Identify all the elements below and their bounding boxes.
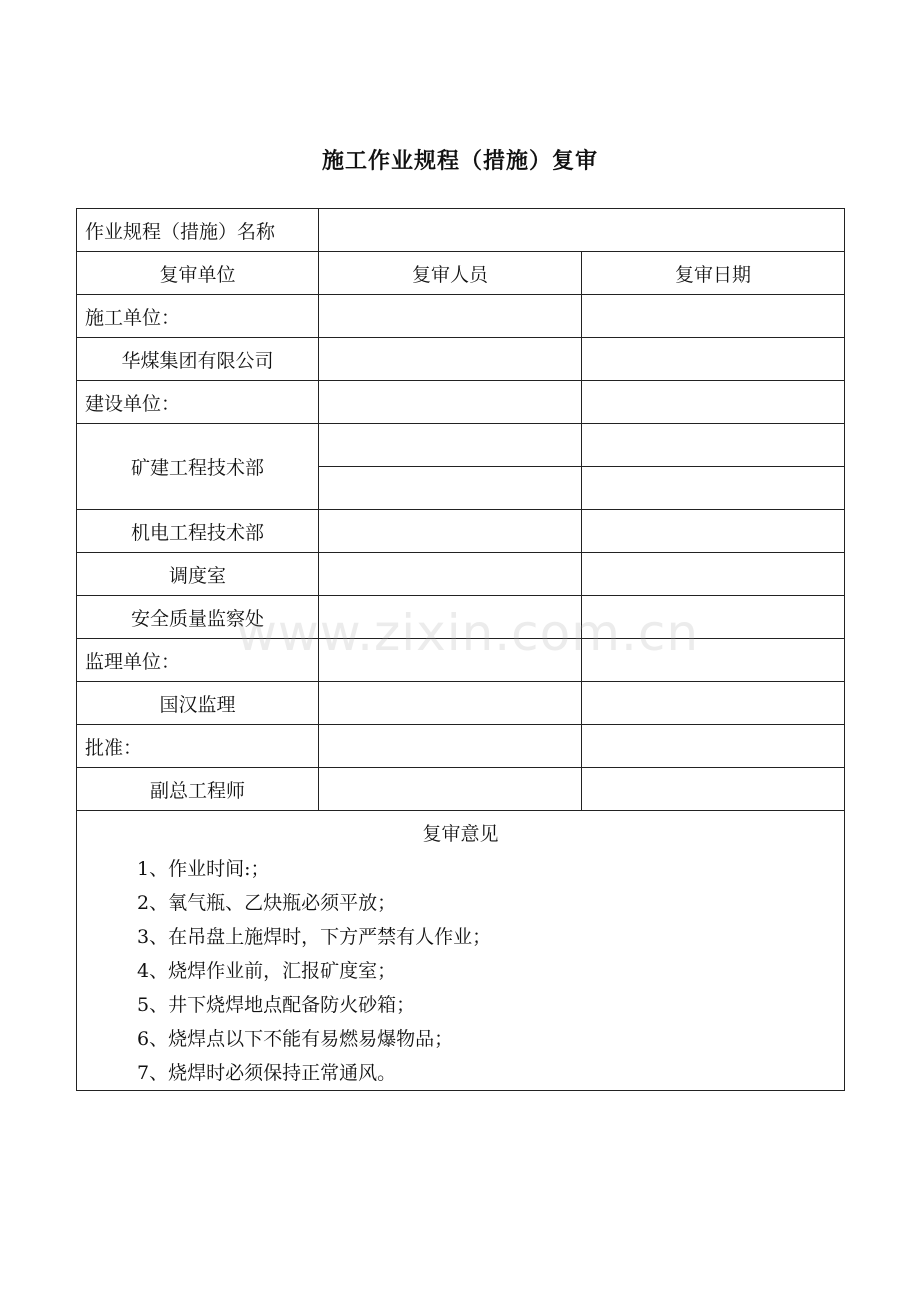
watermark: www.zixin.com.cn (236, 604, 700, 662)
opinion-item: 6、烧焊点以下不能有易燃易爆物品； (137, 1028, 454, 1050)
reviewer-row (77, 596, 845, 639)
opinion-item: 5、井下烧焊地点配备防火砂箱； (137, 994, 416, 1016)
review-date-cell[interactable] (582, 596, 845, 639)
reviewer-unit-label: 施工单位： (77, 295, 319, 338)
opinion-item: 3、在吊盘上施焊时，下方严禁有人作业； (137, 926, 492, 948)
header-person: 复审人员 (319, 252, 582, 295)
reviewer-unit-label: 机电工程技术部 (77, 510, 319, 553)
reviewer-person-cell[interactable] (319, 639, 582, 682)
reviewer-row (77, 725, 845, 768)
review-date-cell[interactable] (582, 424, 845, 467)
reviewer-unit-label: 安全质量监察处 (77, 596, 319, 639)
reviewer-person-cell[interactable] (319, 596, 582, 639)
reviewer-person-cell[interactable] (319, 467, 582, 510)
reviewer-unit-label: 华煤集团有限公司 (77, 338, 319, 381)
reviewer-row (77, 639, 845, 682)
reviewer-person-cell[interactable] (319, 682, 582, 725)
reviewer-unit-label: 调度室 (77, 553, 319, 596)
header-row (77, 252, 845, 295)
reviewer-row (77, 682, 845, 725)
reviewer-row (77, 338, 845, 381)
reviewer-row (77, 424, 845, 467)
review-date-cell[interactable] (582, 639, 845, 682)
reviewer-unit-label: 副总工程师 (77, 768, 319, 811)
opinion-row (77, 811, 845, 1091)
reviewer-person-cell[interactable] (319, 553, 582, 596)
name-label: 作业规程（措施）名称 (77, 209, 319, 252)
reviewer-row (77, 381, 845, 424)
name-value-cell[interactable] (319, 209, 845, 252)
reviewer-person-cell[interactable] (319, 725, 582, 768)
reviewer-person-cell[interactable] (319, 295, 582, 338)
reviewer-person-cell[interactable] (319, 338, 582, 381)
reviewer-row (77, 510, 845, 553)
opinion-item: 4、烧焊作业前，汇报矿度室； (137, 960, 397, 982)
reviewer-unit-label: 监理单位： (77, 639, 319, 682)
reviewer-unit-label: 建设单位： (77, 381, 319, 424)
review-date-cell[interactable] (582, 510, 845, 553)
opinion-cell (77, 811, 845, 1091)
opinion-title: 复审意见 (422, 823, 499, 845)
reviewer-person-cell[interactable] (319, 510, 582, 553)
opinion-item: 1、作业时间:； (137, 858, 270, 880)
reviewer-person-cell[interactable] (319, 424, 582, 467)
reviewer-row (77, 295, 845, 338)
page-title: 施工作业规程（措施）复审 (321, 148, 598, 174)
name-row (77, 209, 845, 252)
review-date-cell[interactable] (582, 682, 845, 725)
reviewer-unit-label: 国汉监理 (77, 682, 319, 725)
review-date-cell[interactable] (582, 553, 845, 596)
review-date-cell[interactable] (582, 338, 845, 381)
reviewer-person-cell[interactable] (319, 768, 582, 811)
reviewer-unit-label: 批准： (77, 725, 319, 768)
review-date-cell[interactable] (582, 295, 845, 338)
review-date-cell[interactable] (582, 381, 845, 424)
reviewer-person-cell[interactable] (319, 381, 582, 424)
review-table (76, 208, 845, 1091)
review-date-cell[interactable] (582, 768, 845, 811)
header-unit: 复审单位 (77, 252, 319, 295)
opinion-item: 7、烧焊时必须保持正常通风。 (137, 1062, 397, 1084)
reviewer-row (77, 768, 845, 811)
review-date-cell[interactable] (582, 467, 845, 510)
opinion-list (137, 852, 836, 1090)
reviewer-row (77, 553, 845, 596)
header-date: 复审日期 (582, 252, 845, 295)
opinion-item: 2、氧气瓶、乙炔瓶必须平放； (137, 892, 397, 914)
reviewer-unit-label: 矿建工程技术部 (77, 424, 319, 510)
review-date-cell[interactable] (582, 725, 845, 768)
